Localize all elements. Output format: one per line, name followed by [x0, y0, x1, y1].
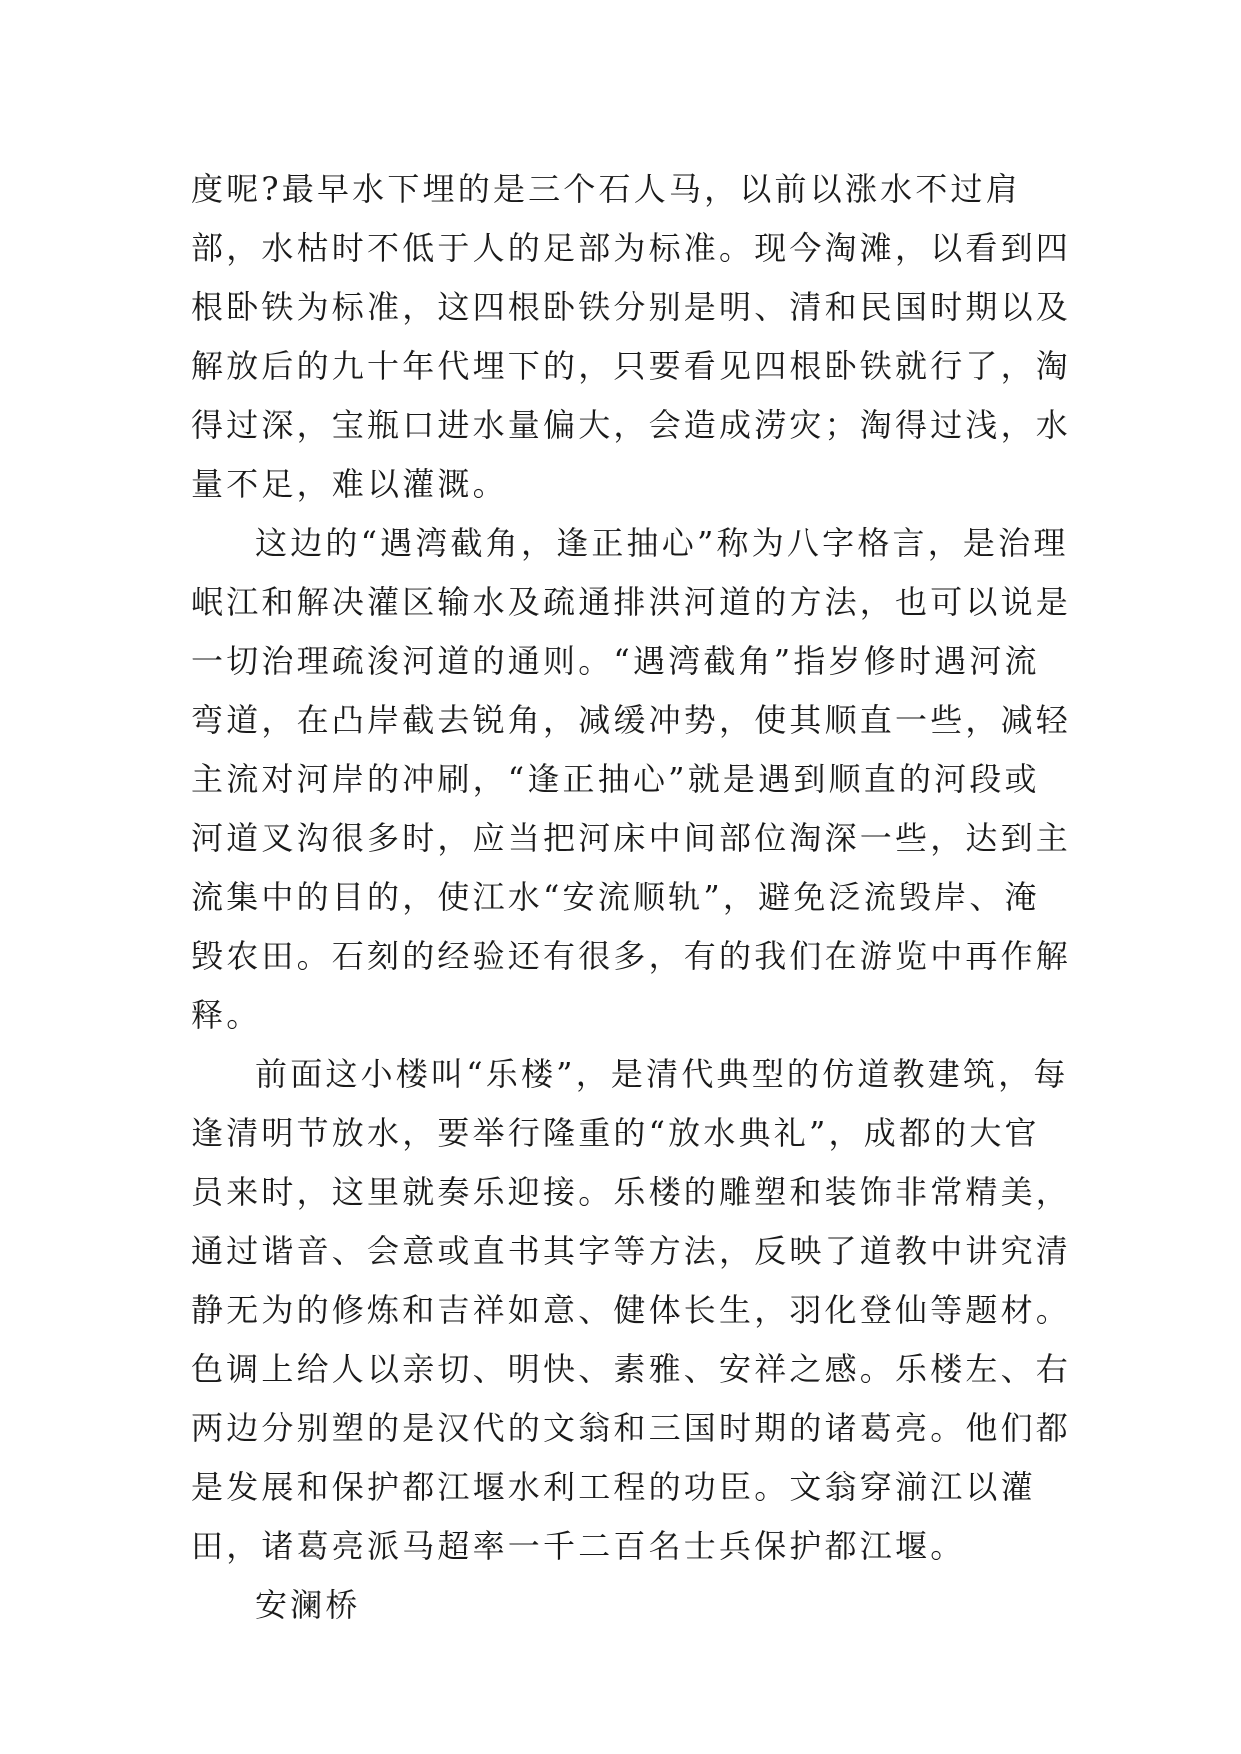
document-body [191, 160, 1071, 1635]
section-heading: 安澜桥 [255, 1586, 361, 1624]
paragraph-eight-character-motto: 这边的“遇湾截角，逢正抽心”称为八字格言，是治理岷江和解决灌区输水及疏通排洪河道的方法，也可以说是一切治理疏浚河道的通则。“遇湾截角”指岁修时遇河流弯道，在凸岸截去锐角，减缓冲势，使其顺直一些，减轻主流对河岸的冲刷，“逢正抽心”就是遇到顺直的河段或河道叉沟很多时，应当把河床中间部位淘深一些，达到主流集中的目的，使江水“安流顺轨”，避免泛流毁岸、淹毁农田。石刻的经验还有很多，有的我们在游览中再作解释。 [191, 524, 1072, 1034]
paragraph-music-pavilion: 前面这小楼叫“乐楼”，是清代典型的仿道教建筑，每逢清明节放水，要举行隆重的“放水典礼”，成都的大官员来时，这里就奏乐迎接。乐楼的雕塑和装饰非常精美，通过谐音、会意或直书其字等方法，反映了道教中讲究清静无为的修炼和吉祥如意、健体长生，羽化登仙等题材。色调上给人以亲切、明快、素雅、安祥之感。乐楼左、右两边分别塑的是汉代的文翁和三国时期的诸葛亮。他们都是发展和保护都江堰水利工程的功臣。文翁穿湔江以灌田，诸葛亮派马超率一千二百名士兵保护都江堰。 [191, 1055, 1072, 1565]
paragraph-continued: 度呢?最早水下埋的是三个石人马，以前以涨水不过肩部，水枯时不低于人的足部为标准。现今淘滩，以看到四根卧铁为标准，这四根卧铁分别是明、清和民国时期以及解放后的九十年代埋下的，只要看见四根卧铁就行了，淘得过深，宝瓶口进水量偏大，会造成涝灾；淘得过浅，水量不足，难以灌溉。 [191, 170, 1072, 503]
